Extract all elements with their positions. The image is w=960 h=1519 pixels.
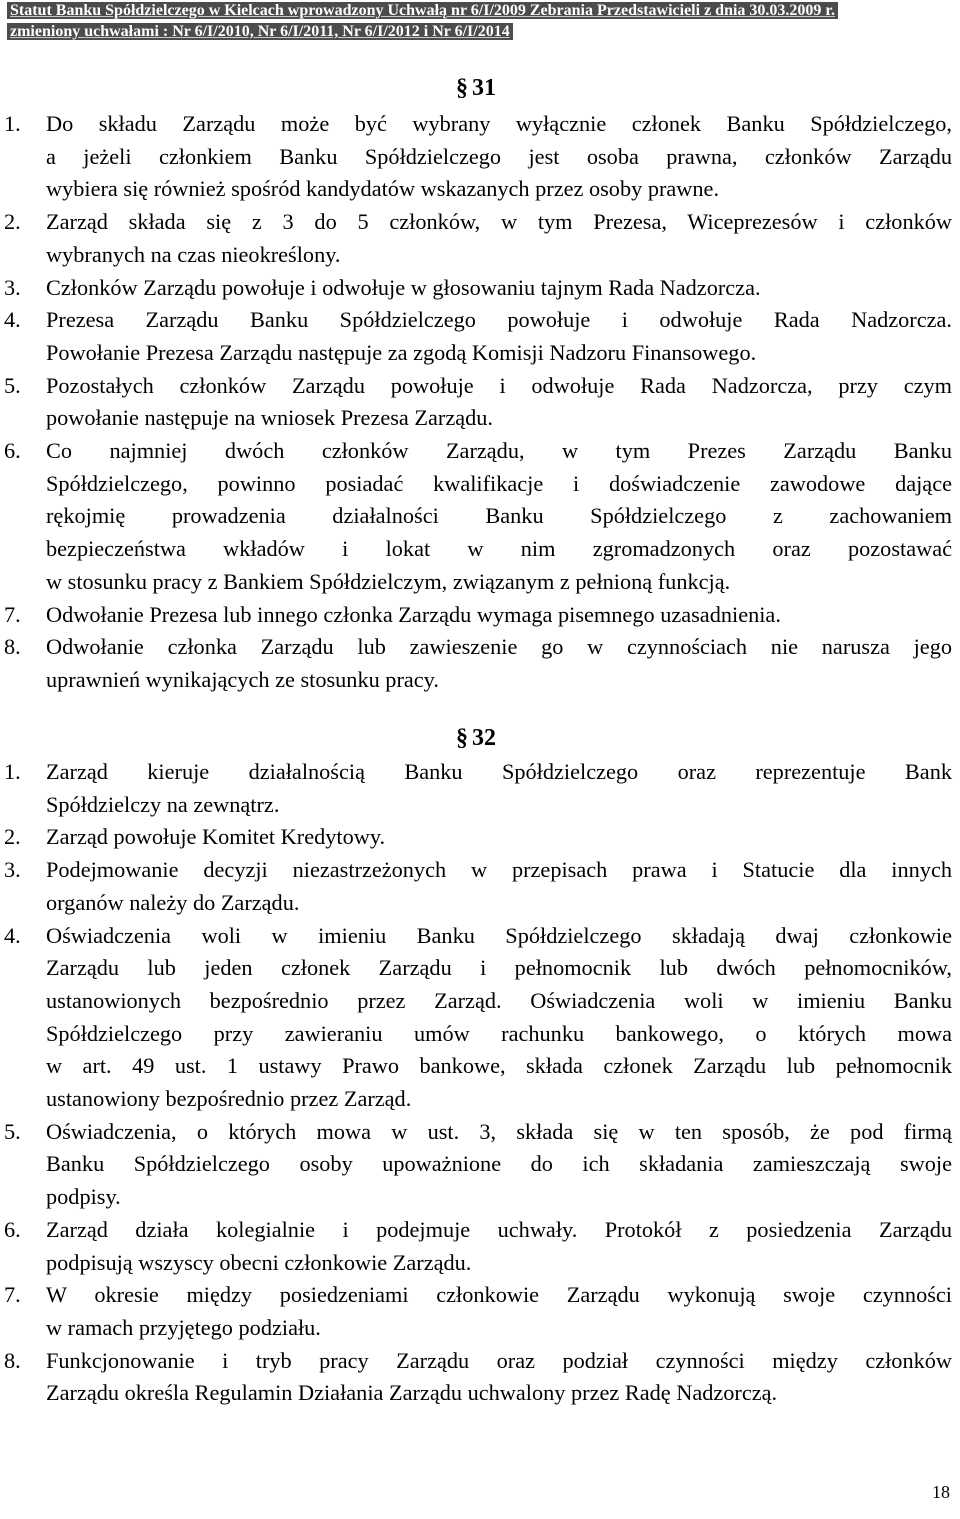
section-symbol: § bbox=[456, 75, 468, 101]
paragraph-number: 4. bbox=[4, 922, 21, 948]
page-number: 18 bbox=[932, 1482, 950, 1502]
section-heading-32 bbox=[456, 724, 496, 752]
paragraph-item bbox=[0, 1345, 960, 1410]
paragraph-line: wybiera się również spośród kandydatów wskazanych przez osoby prawne. bbox=[46, 176, 720, 202]
paragraph-number: 8. bbox=[4, 634, 21, 660]
header-statute-title: Statut Banku Spółdzielczego w Kielcach wprowadzony Uchwałą nr 6/I/2009 Zebrania Przedstawicieli z dnia 30.03.2009 r. bbox=[7, 2, 838, 19]
paragraph-line: podpisują wszyscy obecni członkowie Zarządu. bbox=[46, 1249, 472, 1275]
paragraph-line: Zarząd działa kolegialnie i podejmuje uchwały. Protokół z posiedzenia Zarządu bbox=[46, 1216, 952, 1242]
header-amendments: zmieniony uchwałami : Nr 6/I/2010, Nr 6/I/2011, Nr 6/I/2012 i Nr 6/I/2014 bbox=[7, 23, 513, 40]
paragraph-item bbox=[0, 1116, 960, 1214]
paragraph-line: Odwołanie Prezesa lub innego członka Zarządu wymaga pisemnego uzasadnienia. bbox=[46, 601, 781, 627]
paragraph-line: rękojmię prowadzenia działalności Banku Spółdzielczego z zachowaniem bbox=[46, 503, 952, 529]
paragraph-item bbox=[0, 108, 960, 206]
paragraph-line: organów należy do Zarządu. bbox=[46, 889, 300, 915]
paragraph-line: Do składu Zarządu może być wybrany wyłącznie członek Banku Spółdzielczego, bbox=[46, 111, 952, 136]
paragraph-line: a jeżeli członkiem Banku Spółdzielczego jest osoba prawna, członków Zarządu bbox=[46, 143, 952, 169]
paragraph-item bbox=[0, 272, 960, 305]
paragraph-number: 7. bbox=[4, 601, 21, 627]
paragraph-line: Spółdzielczego przy zawieraniu umów rachunku bankowego, o których mowa bbox=[46, 1020, 952, 1046]
paragraph-line: Banku Spółdzielczego osoby upoważnione do ich składania zamieszczają swoje bbox=[46, 1151, 952, 1177]
paragraph-item bbox=[0, 756, 960, 821]
paragraph-line: Zarząd składa się z 3 do 5 członków, w tym Prezesa, Wiceprezesów i członków bbox=[46, 209, 952, 235]
paragraph-line: Powołanie Prezesa Zarządu następuje za zgodą Komisji Nadzoru Finansowego. bbox=[46, 339, 757, 365]
section-31-paragraphs bbox=[0, 108, 960, 697]
paragraph-line: Co najmniej dwóch członków Zarządu, w tym Prezes Zarządu Banku bbox=[46, 438, 952, 464]
section-32-paragraphs bbox=[0, 756, 960, 1410]
paragraph-line: Zarządu określa Regulamin Działania Zarządu uchwalony przez Radę Nadzorczą. bbox=[46, 1380, 778, 1406]
paragraph-line: w ramach przyjętego podziału. bbox=[46, 1314, 321, 1340]
paragraph-number: 2. bbox=[4, 824, 21, 850]
paragraph-line: Zarządu lub jeden członek Zarządu i pełnomocnik lub dwóch pełnomocników, bbox=[46, 955, 952, 981]
paragraph-line: uprawnień wynikających ze stosunku pracy. bbox=[46, 666, 439, 692]
paragraph-line: Pozostałych członków Zarządu powołuje i odwołuje Rada Nadzorcza, przy czym bbox=[46, 372, 952, 398]
paragraph-line: Zarząd kieruje działalnością Banku Spółdzielczego oraz reprezentuje Bank bbox=[46, 759, 952, 784]
paragraph-item bbox=[0, 920, 960, 1116]
paragraph-item bbox=[0, 304, 960, 369]
paragraph-number: 3. bbox=[4, 857, 21, 883]
paragraph-number: 6. bbox=[4, 438, 21, 464]
paragraph-number: 5. bbox=[4, 372, 21, 398]
paragraph-line: bezpieczeństwa wkładów i lokat w nim zgromadzonych oraz pozostawać bbox=[46, 536, 952, 562]
page-header bbox=[0, 0, 960, 42]
paragraph-number: 7. bbox=[4, 1282, 21, 1308]
paragraph-number: 5. bbox=[4, 1118, 21, 1144]
paragraph-line: w stosunku pracy z Bankiem Spółdzielczym, związanym z pełnioną funkcją. bbox=[46, 568, 731, 594]
paragraph-line: Oświadczenia woli w imieniu Banku Spółdzielczego składają dwaj członkowie bbox=[46, 922, 952, 948]
paragraph-number: 1. bbox=[4, 111, 21, 136]
paragraph-line: Zarząd powołuje Komitet Kredytowy. bbox=[46, 824, 386, 850]
paragraph-number: 2. bbox=[4, 209, 21, 235]
paragraph-line: Oświadczenia, o których mowa w ust. 3, składa się w ten sposób, że pod firmą bbox=[46, 1118, 952, 1144]
paragraph-line: Funkcjonowanie i tryb pracy Zarządu oraz podział czynności między członków bbox=[46, 1347, 952, 1373]
paragraph-item bbox=[0, 435, 960, 599]
paragraph-number: 8. bbox=[4, 1347, 21, 1373]
paragraph-line: Prezesa Zarządu Banku Spółdzielczego powołuje i odwołuje Rada Nadzorcza. bbox=[46, 307, 952, 333]
paragraph-item bbox=[0, 854, 960, 919]
paragraph-item bbox=[0, 370, 960, 435]
paragraph-line: W okresie między posiedzeniami członkowie Zarządu wykonują swoje czynności bbox=[46, 1282, 952, 1308]
paragraph-item bbox=[0, 206, 960, 271]
paragraph-line: powołanie następuje na wniosek Prezesa Zarządu. bbox=[46, 405, 494, 431]
paragraph-number: 6. bbox=[4, 1216, 21, 1242]
paragraph-line: Odwołanie członka Zarządu lub zawieszenie go w czynnościach nie narusza jego bbox=[46, 634, 952, 660]
paragraph-line: ustanowiony bezpośrednio przez Zarząd. bbox=[46, 1086, 412, 1112]
paragraph-item bbox=[0, 821, 960, 854]
paragraph-item bbox=[0, 1279, 960, 1344]
section-number: 31 bbox=[472, 75, 496, 101]
paragraph-line: Podejmowanie decyzji niezastrzeżonych w przepisach prawa i Statucie dla innych bbox=[46, 857, 952, 883]
section-symbol: § bbox=[456, 725, 468, 751]
section-heading-31 bbox=[456, 74, 496, 102]
paragraph-number: 4. bbox=[4, 307, 21, 333]
paragraph-line: w art. 49 ust. 1 ustawy Prawo bankowe, składa członek Zarządu lub pełnomocnik bbox=[46, 1053, 952, 1079]
paragraph-item bbox=[0, 599, 960, 632]
paragraph-line: Spółdzielczy na zewnątrz. bbox=[46, 791, 280, 817]
paragraph-line: Spółdzielczego, powinno posiadać kwalifikacje i doświadczenie zawodowe dające bbox=[46, 470, 952, 496]
paragraph-item bbox=[0, 1214, 960, 1279]
paragraph-line: ustanowionych bezpośrednio przez Zarząd. Oświadczenia woli w imieniu Banku bbox=[46, 987, 952, 1013]
paragraph-line: wybranych na czas nieokreślony. bbox=[46, 241, 341, 267]
paragraph-line: Członków Zarządu powołuje i odwołuje w głosowaniu tajnym Rada Nadzorcza. bbox=[46, 274, 761, 300]
section-number: 32 bbox=[472, 725, 496, 751]
paragraph-line: podpisy. bbox=[46, 1184, 121, 1210]
paragraph-item bbox=[0, 631, 960, 696]
paragraph-number: 3. bbox=[4, 274, 21, 300]
paragraph-number: 1. bbox=[4, 759, 21, 784]
